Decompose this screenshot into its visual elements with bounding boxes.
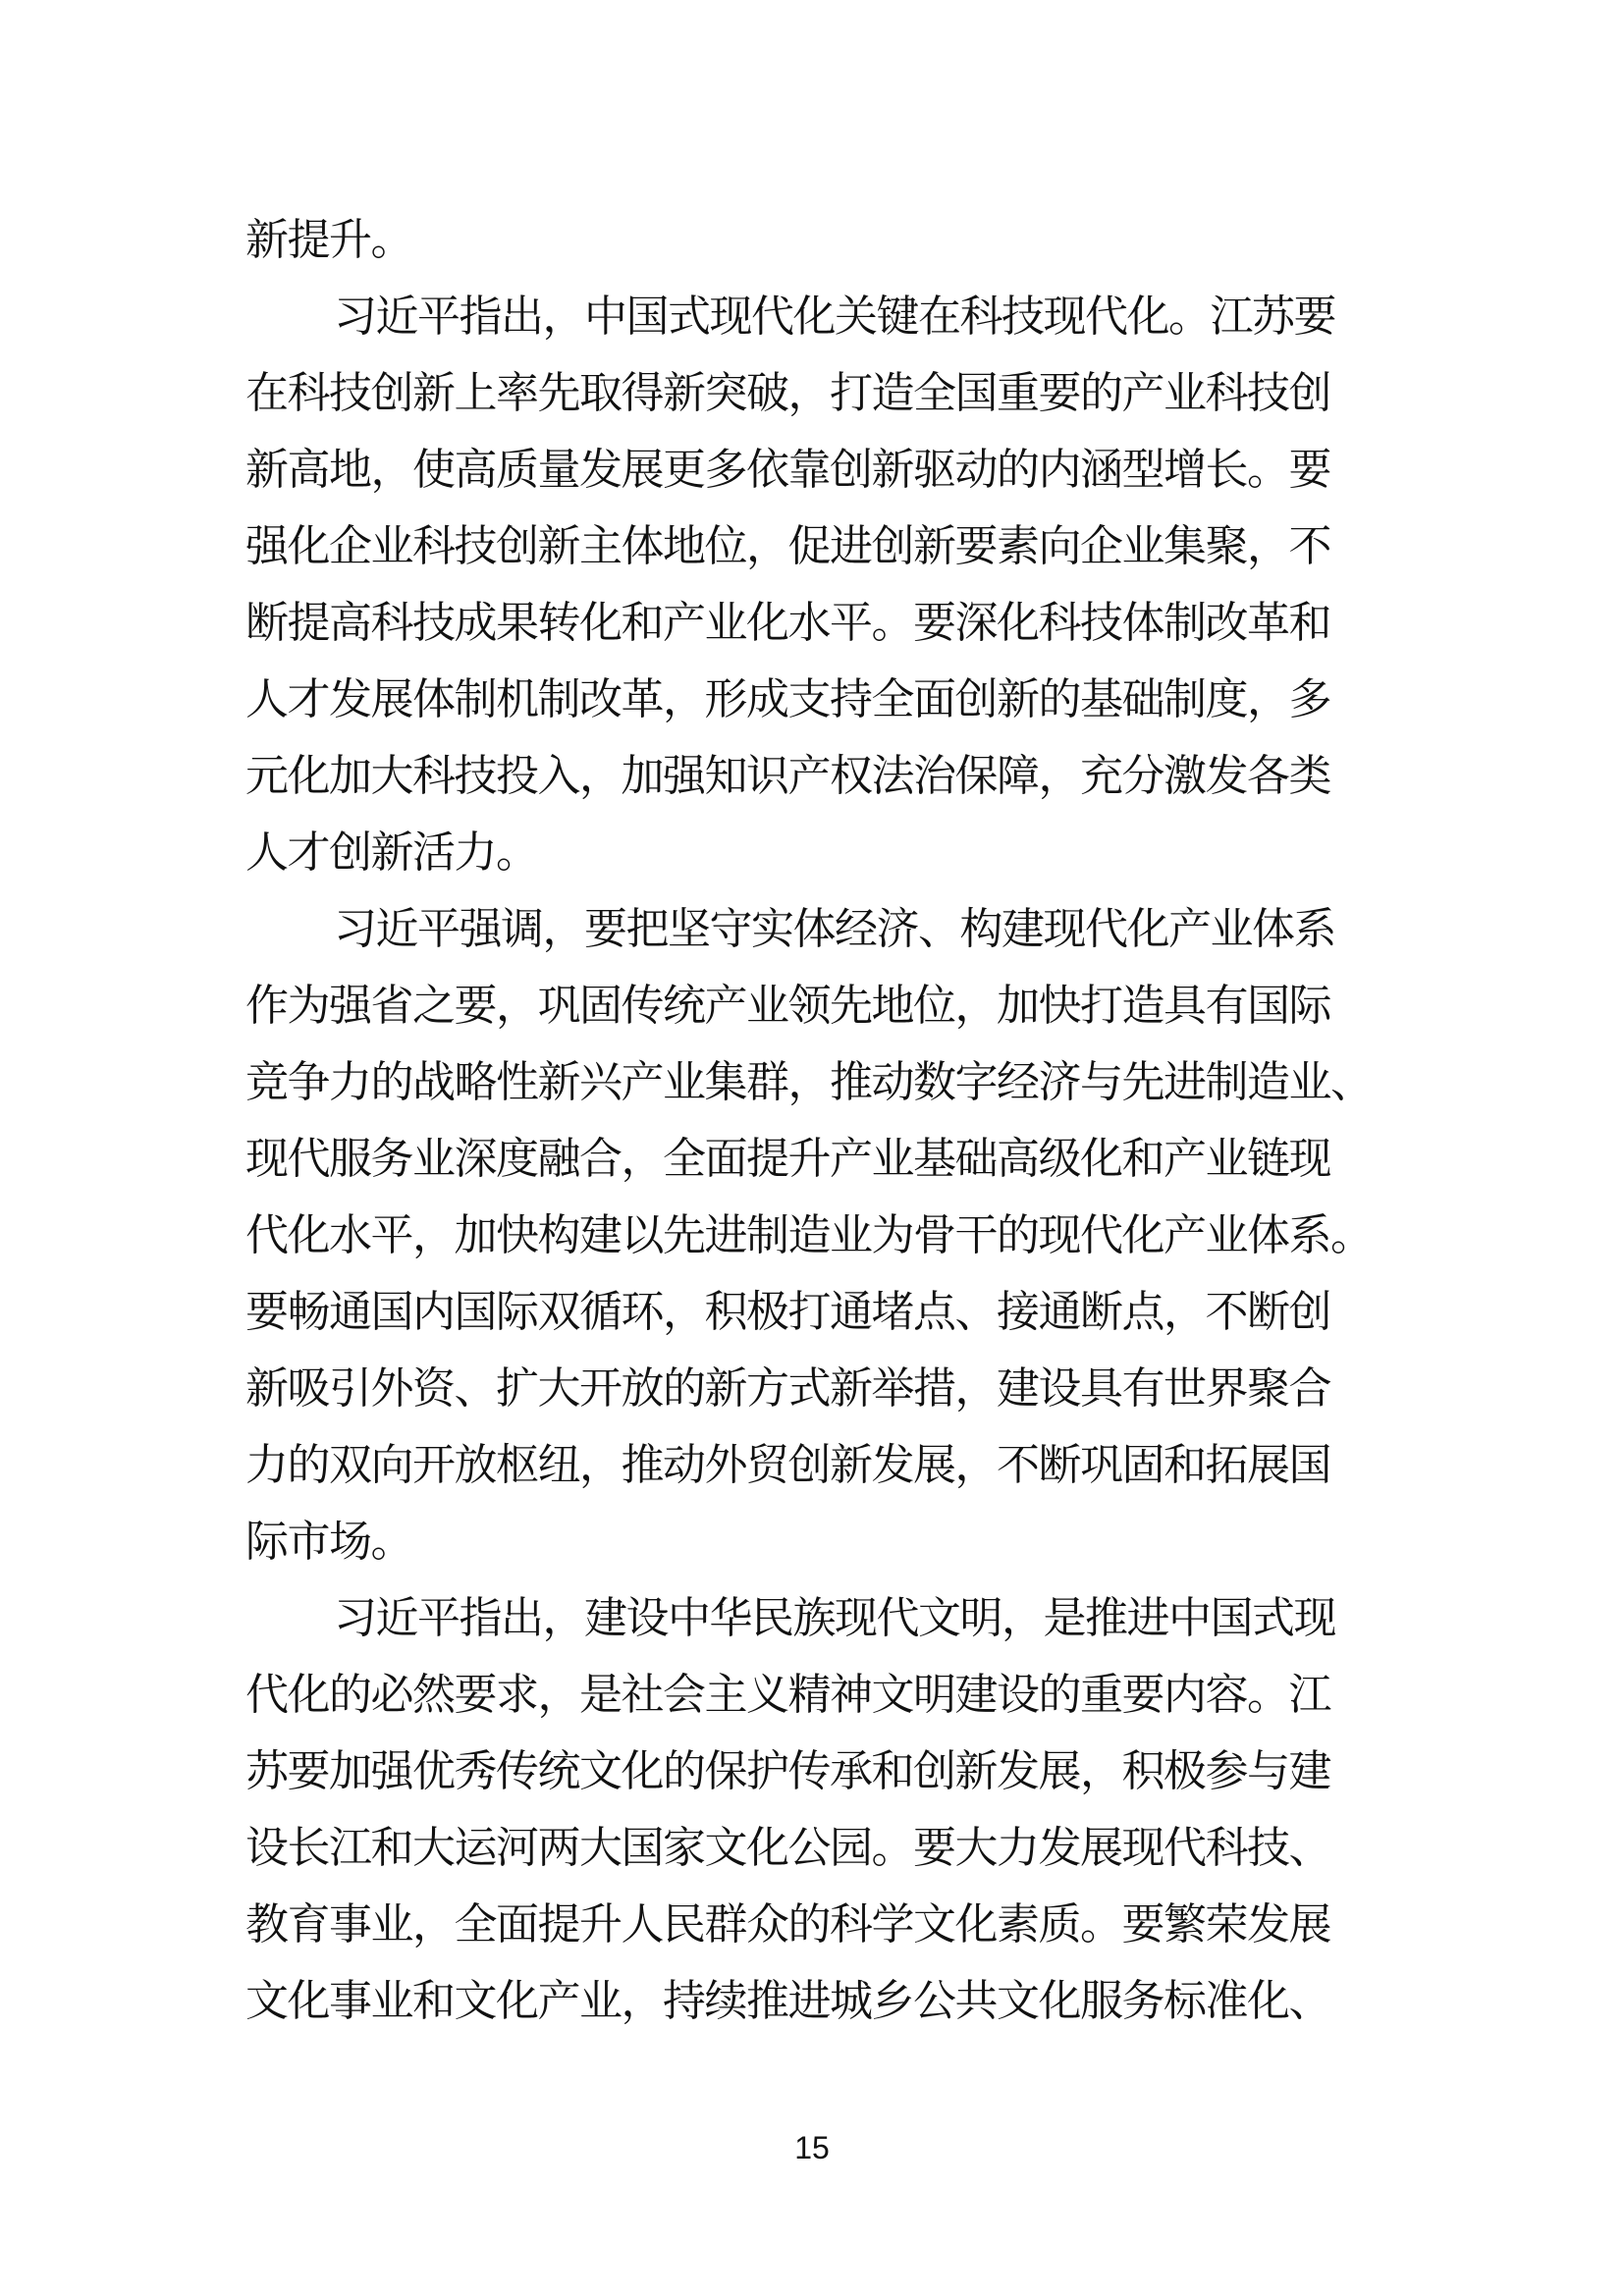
text-line-9: 人才创新活力。 <box>245 828 538 878</box>
text-line-18: 际市场。 <box>245 1517 412 1567</box>
text-line-6: 断提高科技成果转化和产业化水平。要深化科技体制改革和 <box>245 598 1330 648</box>
text-line-11: 作为强省之要，巩固传统产业领先地位，加快打造具有国际 <box>245 981 1330 1031</box>
paragraph-start-line: 习近平指出，建设中华民族现代文明，是推进中国式现 <box>334 1593 1335 1643</box>
text-line-1: 新提升。 <box>245 215 412 265</box>
text-line-24: 文化事业和文化产业，持续推进城乡公共文化服务标准化、 <box>245 1976 1330 2026</box>
text-line-16: 新吸引外资、扩大开放的新方式新举措，建设具有世界聚合 <box>245 1363 1330 1414</box>
text-line-17: 力的双向开放枢纽，推动外贸创新发展，不断巩固和拓展国 <box>245 1440 1330 1490</box>
text-line-7: 人才发展体制机制改革，形成支持全面创新的基础制度，多 <box>245 674 1330 724</box>
paragraph-start-line: 习近平强调，要把坚守实体经济、构建现代化产业体系 <box>334 904 1335 954</box>
text-line-22: 设长江和大运河两大国家文化公园。要大力发展现代科技、 <box>245 1823 1330 1873</box>
text-line-14: 代化水平，加快构建以先进制造业为骨干的现代化产业体系。 <box>245 1210 1373 1260</box>
body-text <box>245 202 1399 2040</box>
text-line-8: 元化加大科技投入，加强知识产权法治保障，充分激发各类 <box>245 751 1330 801</box>
text-line-13: 现代服务业深度融合，全面提升产业基础高级化和产业链现 <box>245 1134 1330 1184</box>
text-line-20: 代化的必然要求，是社会主义精神文明建设的重要内容。江 <box>245 1670 1330 1720</box>
text-line-21: 苏要加强优秀传统文化的保护传承和创新发展，积极参与建 <box>245 1746 1330 1796</box>
text-line-23: 教育事业，全面提升人民群众的科学文化素质。要繁荣发展 <box>245 1899 1330 1949</box>
text-line-3: 在科技创新上率先取得新突破，打造全国重要的产业科技创 <box>245 368 1330 418</box>
text-line-4: 新高地，使高质量发展更多依靠创新驱动的内涵型增长。要 <box>245 445 1330 495</box>
text-line-5: 强化企业科技创新主体地位，促进创新要素向企业集聚，不 <box>245 521 1330 571</box>
text-line-12: 竞争力的战略性新兴产业集群，推动数字经济与先进制造业、 <box>245 1057 1373 1107</box>
paragraph-start-line: 习近平指出，中国式现代化关键在科技现代化。江苏要 <box>334 292 1335 342</box>
page-number: 15 <box>794 2130 830 2165</box>
text-line-15: 要畅通国内国际双循环，积极打通堵点、接通断点，不断创 <box>245 1287 1330 1337</box>
